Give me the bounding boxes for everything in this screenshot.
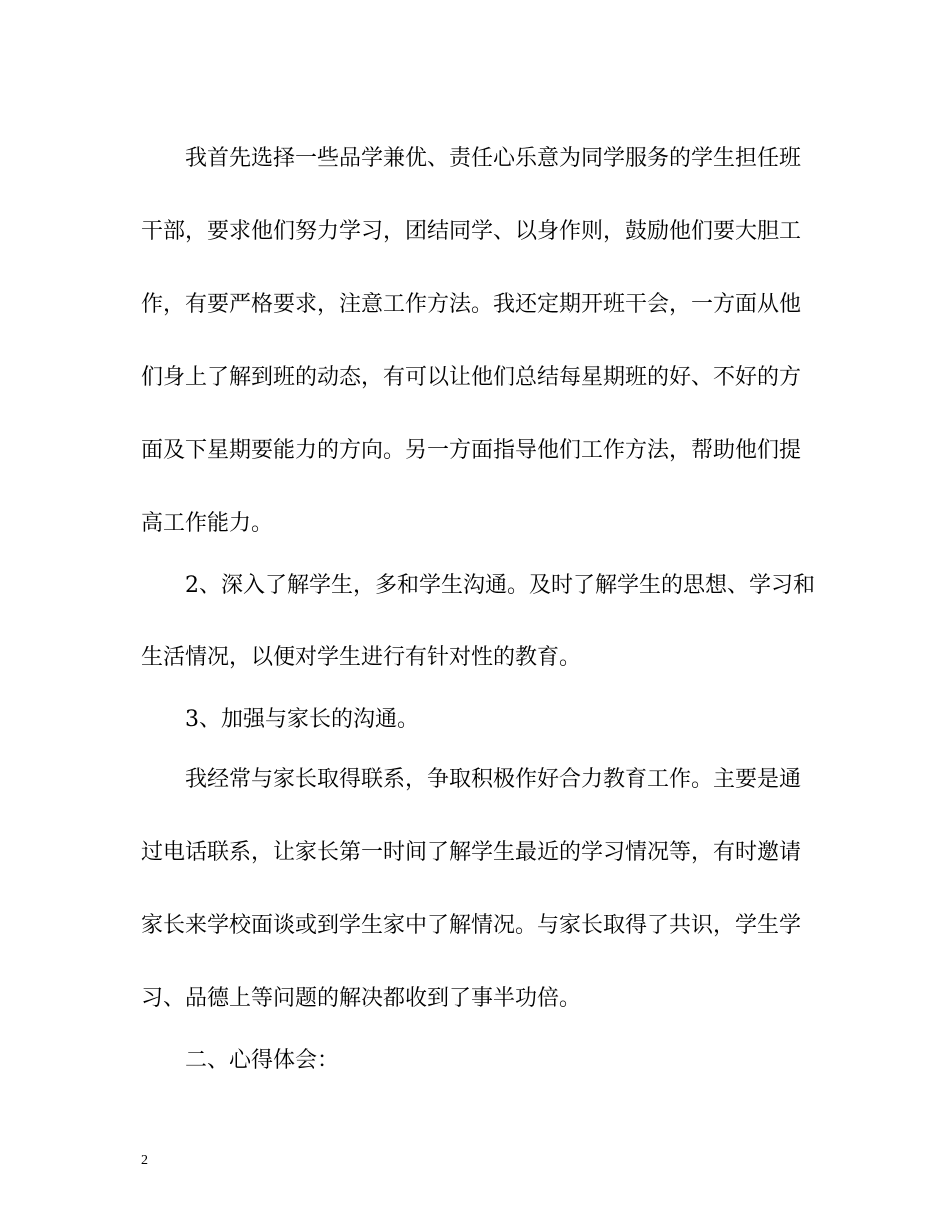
document-page: 我首先选择一些品学兼优、责任心乐意为同学服务的学生担任班 干部，要求他们努力学习，团结同学、以身作则，鼓励他们要大胆工 作，有要严格要求，注意工作方法。我还定期开班干会，一方面从他 们身上了解到班的动态，有可以让他们总结每星期班的好、不好的方 面及下星期要能力的方向。另一方面指导他们工作方法，帮助他们提 高工作能力。 2、深入了解学生，多和学生沟通。及时了解学生的思想、学习和 生活情况，以便对学生进行有针对性的教育。 3、加强与家长的沟通。 我经常与家长取得联系，争取积极作好合力教育工作。主要是通 过电话联系，让家长第一时间了解学生最近的学习情况等，有时邀请 家长来学校面谈或到学生家中了解情况。与家长取得了共识，学生学 习、品德上等问题的解决都收到了事半功倍。 二、心得体会： 2 — [0, 0, 950, 1230]
page-number: 2 — [141, 1153, 148, 1168]
